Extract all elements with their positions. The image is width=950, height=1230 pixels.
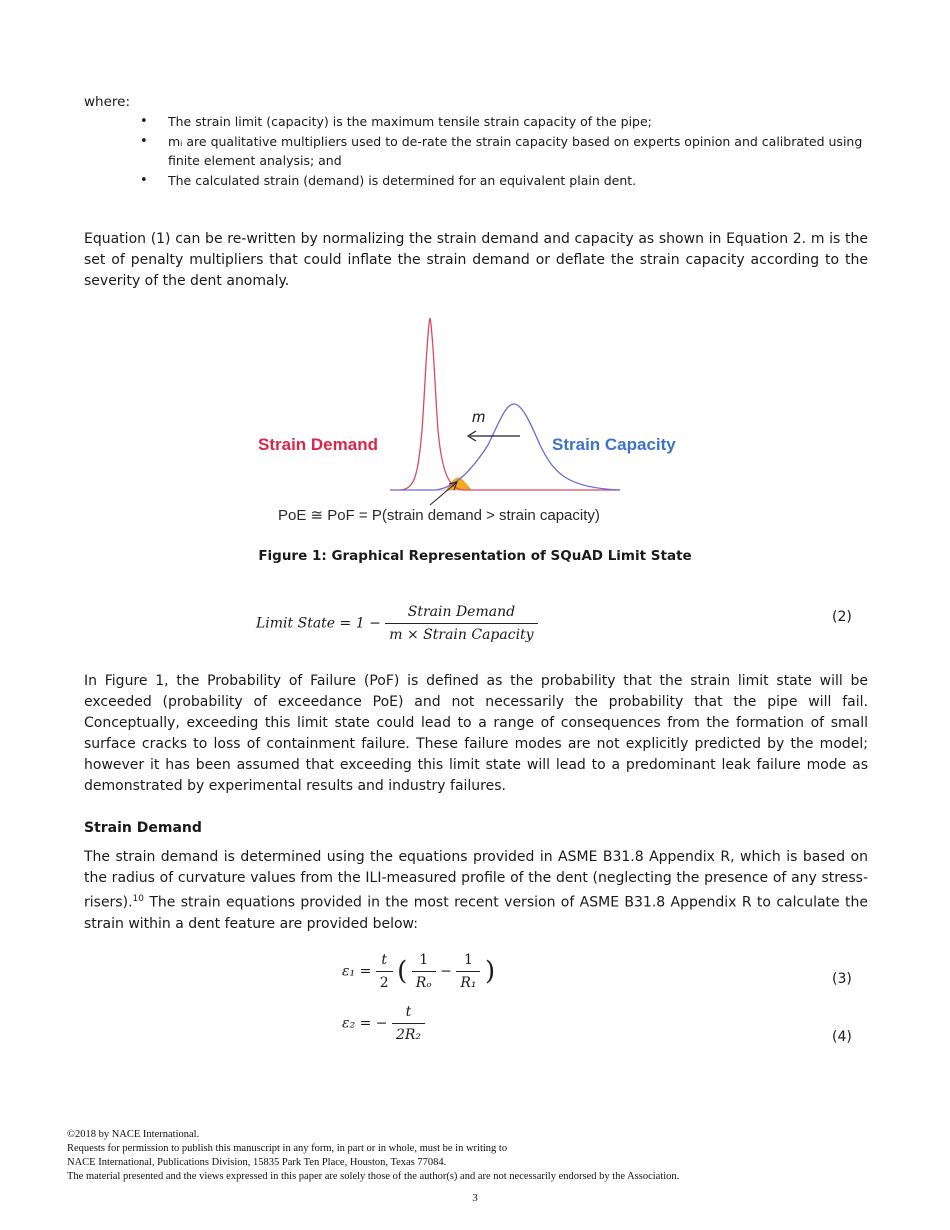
eq3-number: (3) xyxy=(832,971,852,987)
list-item: • The calculated strain (demand) is determined for an equivalent plain dent. xyxy=(140,171,870,191)
eq3-r1: R₁ xyxy=(460,975,477,991)
eq4-t: t xyxy=(392,1004,425,1024)
eq3-minus: − xyxy=(440,963,452,980)
footer-line: NACE International, Publications Division, 15835 Park Ten Place, Houston, Texas 77084. xyxy=(67,1157,447,1168)
reference-superscript: 10 xyxy=(132,894,144,904)
eq3-open-paren: ( xyxy=(397,956,408,987)
footer-line: ©2018 by NACE International. xyxy=(67,1129,200,1140)
equation-2 xyxy=(256,604,538,643)
para3-text-a: The strain demand is determined using the equations provided in ASME B31.8 Appendix R, which is based on the radius of curvature values from the ILI-measured profile of the dent (neglecting the presence of any stress-risers). xyxy=(84,849,868,911)
equation-3 xyxy=(342,952,495,991)
section-heading: Strain Demand xyxy=(84,820,202,836)
eq3-close-paren: ) xyxy=(484,956,496,987)
eq3-fraction-r1 xyxy=(456,952,480,991)
page-number: 3 xyxy=(472,1192,478,1204)
eq4-number: (4) xyxy=(832,1029,852,1045)
eq2-numerator: Strain Demand xyxy=(385,604,537,624)
eq3-t-over-2 xyxy=(376,952,393,991)
eq2-lhs: Limit State = 1 − xyxy=(256,615,381,632)
para3-text-b: The strain equations provided in the most recent version of ASME B31.8 Appendix R to calculate the strain within a dent feature are provided below: xyxy=(84,894,868,932)
strain-capacity-label: Strain Capacity xyxy=(552,435,676,454)
figure-caption: Figure 1: Graphical Representation of SQuAD Limit State xyxy=(258,548,692,564)
eq2-fraction xyxy=(385,604,537,643)
eq3-fraction-ro xyxy=(412,952,436,991)
eq3-lhs: ε₁ = xyxy=(342,963,372,980)
strain-demand-curve xyxy=(400,318,620,490)
strain-demand-label: Strain Demand xyxy=(258,435,378,454)
footer-line: The material presented and the views expressed in this paper are solely those of the author(s) and are not necessarily endorsed by the Association. xyxy=(67,1171,680,1182)
m-label: m xyxy=(472,409,486,426)
eq2-denominator: m × Strain Capacity xyxy=(389,627,534,643)
copyright-footer xyxy=(67,1128,887,1184)
where-label: where: xyxy=(84,94,131,110)
poe-pointer xyxy=(430,483,456,505)
footer-line: Requests for permission to publish this manuscript in any form, in part or in whole, must be in writing to xyxy=(67,1143,508,1154)
bullet-list xyxy=(140,112,870,190)
paragraph-equation-intro: Equation (1) can be re-written by normalizing the strain demand and capacity as shown in Equation 2. m is the set of penalty multipliers that could inflate the strain demand or deflate the strain capacity according to the severity of the dent anomaly. xyxy=(84,231,868,289)
eq4-den: 2R₂ xyxy=(395,1027,422,1043)
eq4-lhs: ε₂ = − xyxy=(342,1015,388,1032)
poe-equation: PoE ≅ PoF = P(strain demand > strain capacity) xyxy=(278,507,600,524)
eq3-ro: Rₒ xyxy=(415,975,432,991)
eq4-fraction xyxy=(392,1004,425,1043)
paragraph-strain-demand xyxy=(84,847,868,935)
list-item: • The strain limit (capacity) is the maximum tensile strain capacity of the pipe; xyxy=(140,112,870,132)
limit-state-figure xyxy=(250,310,700,530)
paragraph-probability-of-failure: In Figure 1, the Probability of Failure (PoF) is defined as the probability that the strain limit state will be exceeded (probability of exceedance PoE) and not necessarily the probability that the pipe will fail. Conceptually, exceeding this limit state could lead to a range of consequences from the formation of small surface cracks to loss of containment failure. These failure modes are not explicitly predicted by the model; however it has been assumed that exceeding this limit state will lead to a predominant leak failure mode as demonstrated by experimental results and industry failures. xyxy=(84,673,868,794)
eq3-two: 2 xyxy=(379,975,389,991)
equation-4 xyxy=(342,1004,425,1043)
list-item: • mᵢ are qualitative multipliers used to de-rate the strain capacity based on experts opinion and calibrated using finite element analysis; and xyxy=(140,132,870,171)
eq2-number: (2) xyxy=(832,609,852,625)
eq3-one-a: 1 xyxy=(412,952,436,972)
eq3-one-b: 1 xyxy=(456,952,480,972)
eq3-t: t xyxy=(376,952,393,972)
